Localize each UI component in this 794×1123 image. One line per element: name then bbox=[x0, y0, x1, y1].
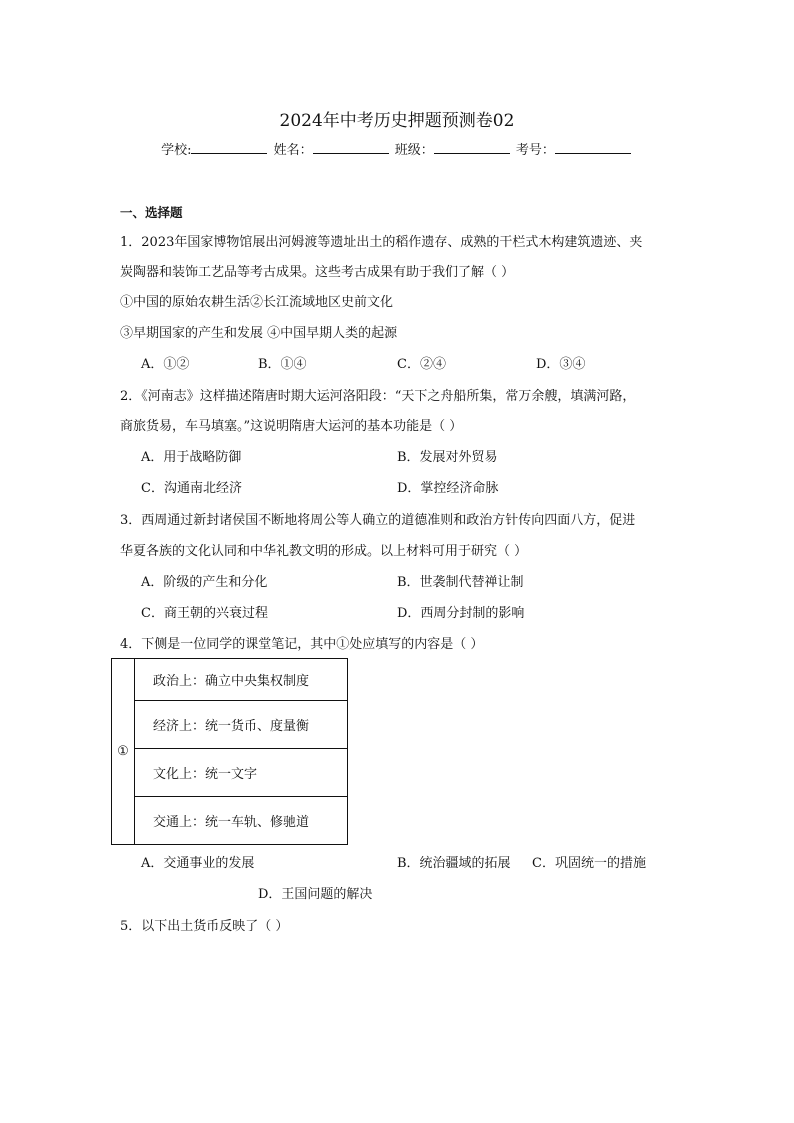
exam-title: 2024年中考历史押题预测卷02 bbox=[279, 111, 515, 131]
notes-row-transport: 交通上：统一车轨、修驰道 bbox=[135, 797, 348, 845]
school-blank bbox=[191, 141, 267, 154]
q2-option-c[interactable]: C．沟通南北经济 bbox=[141, 481, 242, 496]
q2-line1: 2．《河南志》这样描述隋唐时期大运河洛阳段：“天下之舟船所集，常万余艘，填满河路， bbox=[120, 389, 636, 404]
class-blank bbox=[434, 141, 510, 154]
q1-statement2: ③早期国家的产生和发展 ④中国早期人类的起源 bbox=[120, 326, 398, 341]
notes-row-economy: 经济上：统一货币、度量衡 bbox=[135, 701, 348, 749]
student-info-line bbox=[0, 139, 794, 158]
q1-option-a[interactable]: A．①② bbox=[141, 357, 190, 372]
section-title: 一、选择题 bbox=[120, 205, 183, 220]
name-blank bbox=[313, 141, 389, 154]
number-label: 考号： bbox=[515, 143, 555, 158]
q1-option-d[interactable]: D．③④ bbox=[536, 357, 586, 372]
q3-line2: 华夏各族的文化认同和中华礼教文明的形成。以上材料可用于研究（ ） bbox=[120, 544, 528, 559]
q2-option-a[interactable]: A．用于战略防御 bbox=[141, 450, 242, 465]
q2-option-b[interactable]: B．发展对外贸易 bbox=[397, 450, 498, 465]
name-label: 姓名： bbox=[273, 143, 313, 158]
q3-option-b[interactable]: B．世袭制代替禅让制 bbox=[397, 575, 524, 590]
notes-row-culture: 文化上：统一文字 bbox=[135, 749, 348, 797]
q4-option-b[interactable]: B．统治疆域的拓展 bbox=[397, 856, 511, 871]
notes-row-politics: 政治上：确立中央集权制度 bbox=[135, 659, 348, 701]
number-blank bbox=[555, 141, 631, 154]
q3-option-c[interactable]: C．商王朝的兴衰过程 bbox=[141, 606, 268, 621]
q3-option-d[interactable]: D．西周分封制的影响 bbox=[397, 606, 525, 621]
class-notes-table bbox=[111, 658, 348, 845]
q4-line1: 4．下侧是一位同学的课堂笔记，其中①处应填写的内容是（ ） bbox=[120, 637, 484, 652]
school-label: 学校: bbox=[161, 143, 192, 158]
q1-option-b[interactable]: B．①④ bbox=[258, 357, 307, 372]
q4-option-d[interactable]: D．王国问题的解决 bbox=[258, 887, 373, 902]
q4-option-c[interactable]: C．巩固统一的措施 bbox=[532, 856, 646, 871]
q2-option-d[interactable]: D．掌控经济命脉 bbox=[397, 481, 499, 496]
q1-line2: 炭陶器和装饰工艺品等考古成果。这些考古成果有助于我们了解（ ） bbox=[120, 265, 515, 280]
notes-marker: ① bbox=[112, 659, 135, 845]
q3-line1: 3．西周通过新封诸侯国不断地将周公等人确立的道德准则和政治方针传向四面八方，促进 bbox=[120, 513, 636, 528]
class-label: 班级： bbox=[394, 143, 434, 158]
q4-option-a[interactable]: A．交通事业的发展 bbox=[141, 856, 255, 871]
q3-option-a[interactable]: A．阶级的产生和分化 bbox=[141, 575, 268, 590]
q2-line2: 商旅货易，车马填塞。”这说明隋唐大运河的基本功能是（ ） bbox=[120, 419, 463, 434]
q1-statement1: ①中国的原始农耕生活②长江流域地区史前文化 bbox=[120, 295, 394, 310]
q1-line1: 1．2023年国家博物馆展出河姆渡等遗址出土的稻作遗存、成熟的干栏式木构建筑遗迹、夹 bbox=[120, 235, 643, 250]
q1-option-c[interactable]: C．②④ bbox=[397, 357, 446, 372]
q5-line1: 5．以下出土货币反映了（ ） bbox=[120, 919, 289, 934]
